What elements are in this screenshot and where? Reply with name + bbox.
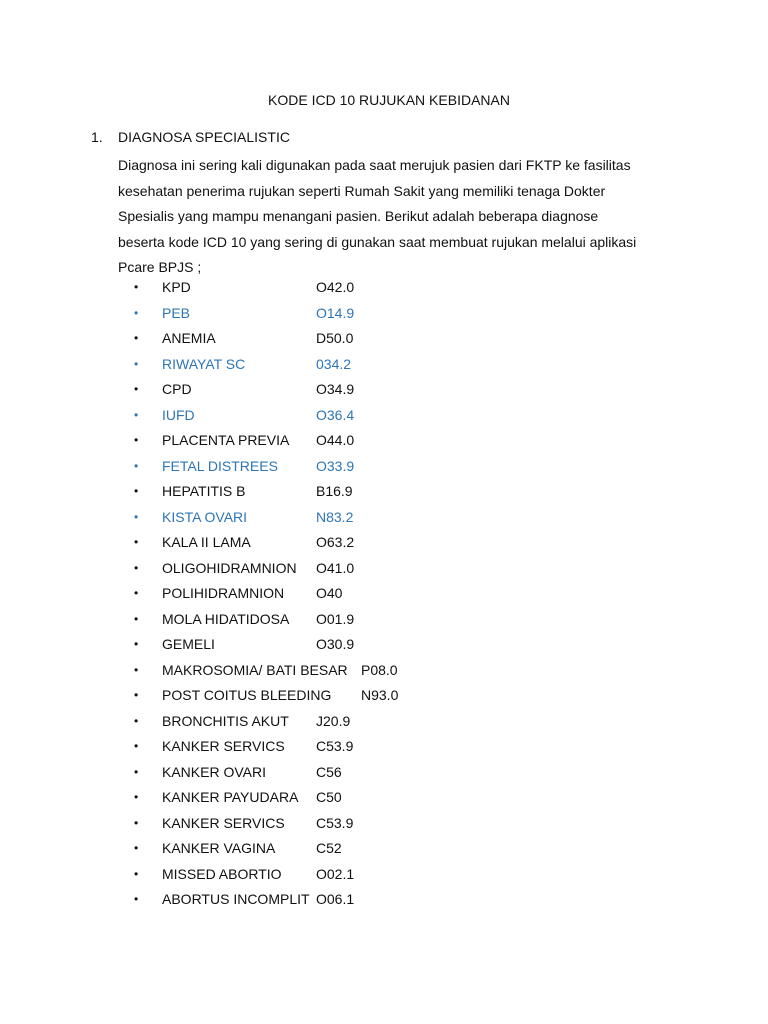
icd-code: O30.9 — [316, 636, 355, 652]
icd-code: D50.0 — [316, 330, 354, 346]
diagnosis-label: KISTA OVARI — [162, 508, 248, 525]
bullet-icon: • — [134, 509, 139, 524]
bullet-icon: • — [134, 433, 139, 447]
diagnosis-label: FETAL DISTREES — [162, 457, 278, 474]
list-item — [0, 814, 768, 840]
diagnosis-label: HEPATITIS B — [162, 483, 246, 499]
diagnosis-label: IUFD — [162, 406, 195, 423]
icd-code: J20.9 — [316, 712, 351, 729]
bullet-icon: • — [134, 688, 139, 702]
diagnosis-label: GEMELI — [162, 636, 215, 652]
document-title: KODE ICD 10 RUJUKAN KEBIDANAN — [268, 92, 510, 108]
list-item — [0, 278, 768, 304]
icd-code: O36.4 — [316, 406, 355, 423]
paragraph-line: Pcare BPJS ; — [118, 259, 202, 275]
list-item — [0, 686, 768, 712]
icd-code: C56 — [316, 763, 342, 780]
list-item — [0, 788, 768, 814]
section-heading: DIAGNOSA SPECIALISTIC — [118, 129, 290, 145]
diagnosis-label: ANEMIA — [162, 330, 216, 346]
bullet-icon: • — [134, 382, 139, 396]
list-item — [0, 839, 768, 865]
diagnosis-label: KANKER VAGINA — [162, 840, 276, 856]
icd-code: O34.9 — [316, 381, 355, 397]
diagnosis-label: ABORTUS INCOMPLIT — [162, 891, 310, 907]
bullet-icon: • — [134, 866, 139, 881]
list-item — [0, 457, 768, 483]
list-item — [0, 559, 768, 585]
icd-code: P08.0 — [361, 661, 398, 678]
list-item — [0, 584, 768, 610]
list-item — [0, 763, 768, 789]
list-item — [0, 508, 768, 534]
diagnosis-label: KPD — [162, 279, 191, 295]
list-item — [0, 635, 768, 661]
diagnosis-label: POST COITUS BLEEDING — [162, 687, 332, 703]
diagnosis-label: MAKROSOMIA/ BATI BESAR — [162, 661, 348, 678]
list-item — [0, 482, 768, 508]
bullet-icon: • — [134, 458, 139, 473]
list-item — [0, 329, 768, 355]
diagnosis-label: KANKER SERVICS — [162, 814, 285, 831]
bullet-icon: • — [134, 280, 139, 294]
diagnosis-list — [0, 278, 768, 916]
bullet-icon: • — [134, 484, 139, 498]
paragraph-line: Diagnosa ini sering kali digunakan pada saat merujuk pasien dari FKTP ke fasilitas — [118, 157, 631, 173]
icd-code: O44.0 — [316, 432, 355, 448]
bullet-icon: • — [134, 356, 139, 371]
list-item — [0, 737, 768, 763]
bullet-icon: • — [134, 407, 139, 422]
section-number: 1. — [91, 129, 103, 145]
icd-code: N83.2 — [316, 508, 354, 525]
bullet-icon: • — [134, 790, 139, 804]
bullet-icon: • — [134, 611, 139, 626]
icd-code: O63.2 — [316, 534, 355, 550]
list-item — [0, 355, 768, 381]
icd-code: O40 — [316, 585, 343, 601]
diagnosis-label: PEB — [162, 304, 191, 321]
diagnosis-label: BRONCHITIS AKUT — [162, 712, 289, 729]
bullet-icon: • — [134, 637, 139, 651]
icd-code: O02.1 — [316, 865, 355, 882]
paragraph-line: kesehatan penerima rujukan seperti Rumah Sakit yang memiliki tenaga Dokter — [118, 182, 606, 199]
list-item — [0, 661, 768, 687]
diagnosis-label: RIWAYAT SC — [162, 355, 246, 372]
list-item — [0, 431, 768, 457]
icd-code: B16.9 — [316, 483, 353, 499]
icd-code: 034.2 — [316, 355, 352, 372]
icd-code: O06.1 — [316, 891, 355, 907]
list-item — [0, 610, 768, 636]
bullet-icon: • — [134, 713, 139, 728]
icd-code: C53.9 — [316, 814, 354, 831]
diagnosis-label: CPD — [162, 381, 192, 397]
list-item — [0, 533, 768, 559]
bullet-icon: • — [134, 305, 139, 320]
icd-code: C50 — [316, 789, 342, 805]
list-item — [0, 865, 768, 891]
section-paragraph — [118, 153, 678, 281]
bullet-icon: • — [134, 764, 139, 779]
bullet-icon: • — [134, 560, 139, 575]
diagnosis-label: OLIGOHIDRAMNION — [162, 559, 297, 576]
diagnosis-label: MISSED ABORTIO — [162, 865, 282, 882]
bullet-icon: • — [134, 841, 139, 855]
bullet-icon: • — [134, 331, 139, 345]
diagnosis-label: KALA II LAMA — [162, 534, 251, 550]
diagnosis-label: POLIHIDRAMNION — [162, 585, 285, 601]
list-item — [0, 380, 768, 406]
icd-code: O14.9 — [316, 304, 355, 321]
diagnosis-label: MOLA HIDATIDOSA — [162, 610, 290, 627]
bullet-icon: • — [134, 739, 139, 753]
diagnosis-label: KANKER PAYUDARA — [162, 789, 299, 805]
icd-code: O01.9 — [316, 610, 355, 627]
diagnosis-label: KANKER SERVICS — [162, 738, 285, 754]
icd-code: O33.9 — [316, 457, 355, 474]
paragraph-line: Spesialis yang mampu menangani pasien. Berikut adalah beberapa diagnose — [118, 208, 599, 224]
icd-code: N93.0 — [361, 687, 399, 703]
diagnosis-label: PLACENTA PREVIA — [162, 432, 290, 448]
bullet-icon: • — [134, 535, 139, 549]
list-item — [0, 406, 768, 432]
bullet-icon: • — [134, 892, 139, 906]
icd-code: C52 — [316, 840, 342, 856]
list-item — [0, 304, 768, 330]
bullet-icon: • — [134, 662, 139, 677]
paragraph-line: beserta kode ICD 10 yang sering di gunakan saat membuat rujukan melalui aplikasi — [118, 233, 637, 250]
list-item — [0, 712, 768, 738]
bullet-icon: • — [134, 815, 139, 830]
icd-code: O42.0 — [316, 279, 355, 295]
icd-code: C53.9 — [316, 738, 354, 754]
diagnosis-label: KANKER OVARI — [162, 763, 266, 780]
icd-code: O41.0 — [316, 559, 355, 576]
list-item — [0, 890, 768, 916]
bullet-icon: • — [134, 586, 139, 600]
